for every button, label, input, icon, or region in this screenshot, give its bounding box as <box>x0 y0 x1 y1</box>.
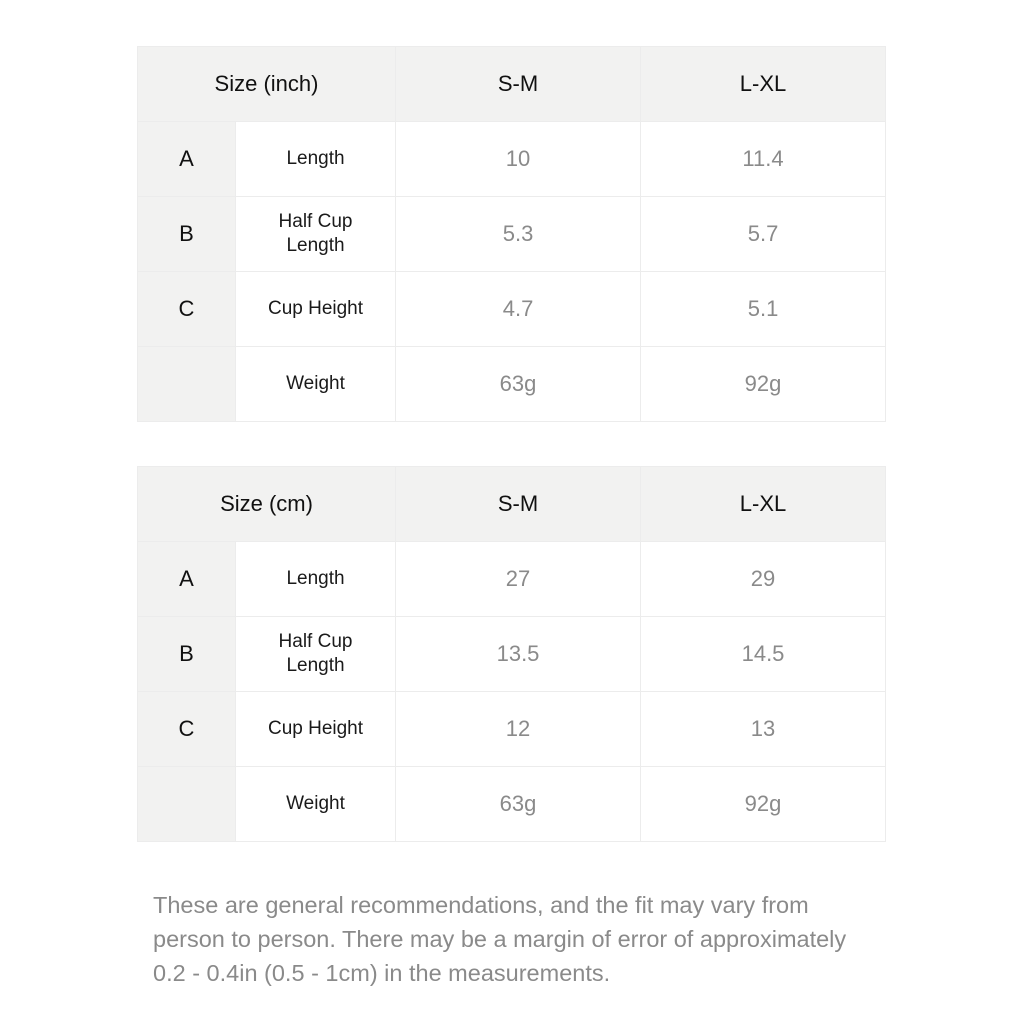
table-header-row <box>138 467 886 542</box>
size-column-header: S-M <box>396 467 641 542</box>
row-value: 11.4 <box>641 122 886 197</box>
row-value: 63g <box>396 767 641 842</box>
size-column-header: S-M <box>396 47 641 122</box>
table-row <box>138 197 886 272</box>
row-value: 92g <box>641 347 886 422</box>
size-unit-header: Size (cm) <box>138 467 396 542</box>
row-value: 13 <box>641 692 886 767</box>
table-row <box>138 122 886 197</box>
table-row <box>138 347 886 422</box>
row-value: 13.5 <box>396 617 641 692</box>
row-label: Length <box>236 542 396 617</box>
row-value: 29 <box>641 542 886 617</box>
row-value: 63g <box>396 347 641 422</box>
row-value: 5.3 <box>396 197 641 272</box>
size-table-inch <box>137 46 886 422</box>
row-letter <box>138 347 236 422</box>
table-row <box>138 272 886 347</box>
size-unit-header: Size (inch) <box>138 47 396 122</box>
table-row <box>138 692 886 767</box>
row-letter: A <box>138 122 236 197</box>
row-value: 5.7 <box>641 197 886 272</box>
row-letter <box>138 767 236 842</box>
row-letter: B <box>138 617 236 692</box>
row-value: 4.7 <box>396 272 641 347</box>
row-label: Weight <box>236 347 396 422</box>
row-label: Half Cup Length <box>236 617 396 692</box>
fit-disclaimer-note: These are general recommendations, and the fit may vary from person to person. There may be a margin of error of approximately 0.2 - 0.4in (0.5 - 1cm) in the measurements. <box>153 892 847 986</box>
row-label: Cup Height <box>236 692 396 767</box>
row-letter: C <box>138 692 236 767</box>
row-label: Weight <box>236 767 396 842</box>
row-value: 10 <box>396 122 641 197</box>
row-value: 5.1 <box>641 272 886 347</box>
table-row <box>138 617 886 692</box>
table-row <box>138 767 886 842</box>
table-row <box>138 542 886 617</box>
size-column-header: L-XL <box>641 467 886 542</box>
row-letter: B <box>138 197 236 272</box>
row-label: Half Cup Length <box>236 197 396 272</box>
row-label: Cup Height <box>236 272 396 347</box>
table-header-row <box>138 47 886 122</box>
row-letter: A <box>138 542 236 617</box>
row-value: 14.5 <box>641 617 886 692</box>
size-column-header: L-XL <box>641 47 886 122</box>
row-label: Length <box>236 122 396 197</box>
row-value: 12 <box>396 692 641 767</box>
size-table-cm <box>137 466 886 842</box>
row-letter: C <box>138 272 236 347</box>
row-value: 27 <box>396 542 641 617</box>
row-value: 92g <box>641 767 886 842</box>
